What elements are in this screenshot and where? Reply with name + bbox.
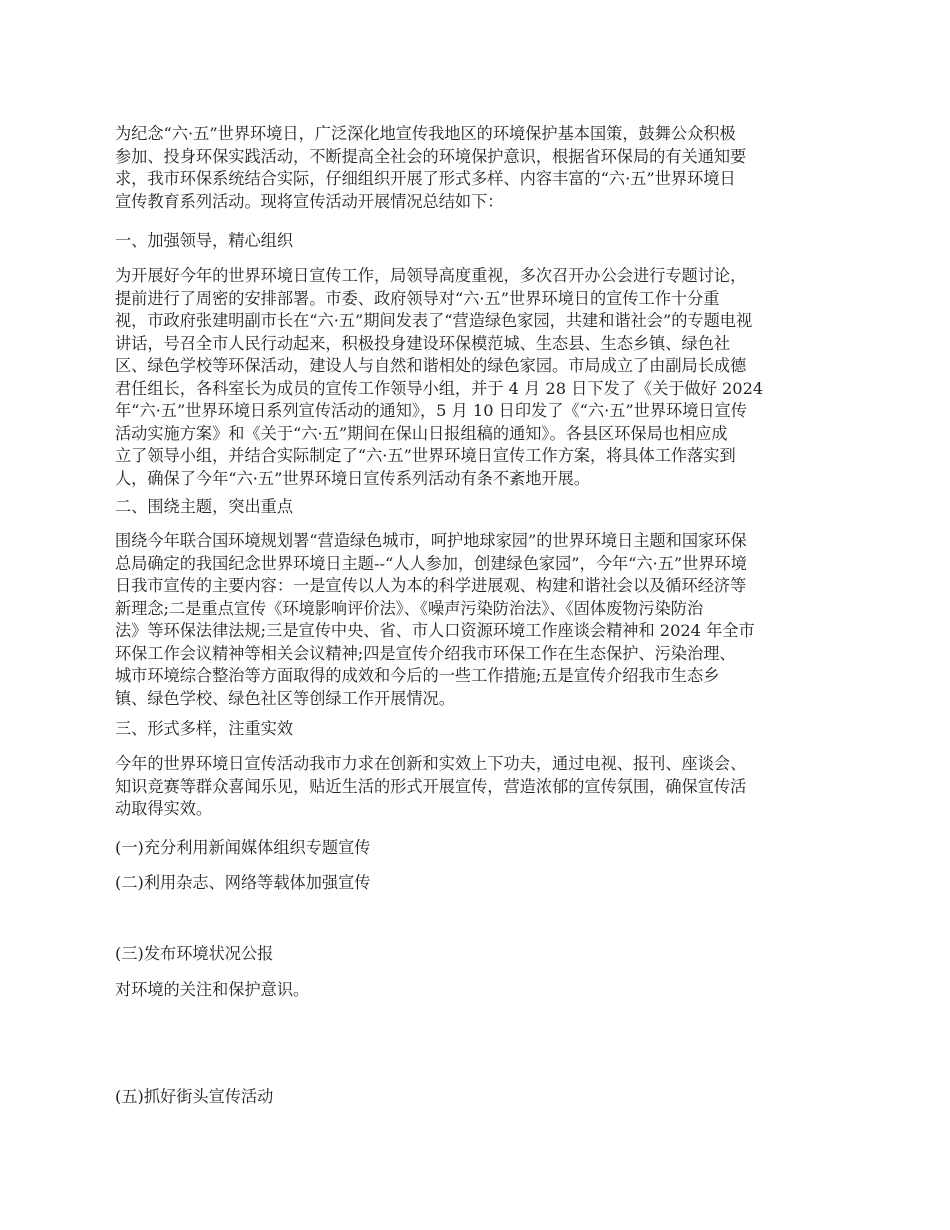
environment-awareness-line: 对环境的关注和保护意识。 bbox=[115, 980, 310, 999]
subheading-5: (五)抓好街头宣传活动 bbox=[115, 1087, 274, 1106]
section-heading-3: 三、形式多样，注重实效 bbox=[115, 719, 294, 738]
section-1-paragraph: 为开展好今年的世界环境日宣传工作，局领导高度重视，多次召开办公会进行专题讨论， 提前进行了周密的安排部署。市委、政府领导对“六·五”世界环境日的宣传工作十分重 视，市政府张建明副市长在“六·五”期间发表了“营造绿色家园，共建和谐社会”的专题电视 讲话，号召全市人民行动起来，积极投身建设环保模范城、生态县、生态乡镇、绿色社 区、绿色学校等环保活动，建设人与自然和谐相处的绿色家园。市局成立了由副局长成德 君任组长，各科室长为成员的宣传工作领导小组，并于 4 月 28 日下发了《关于做好 2024 年“六·五”世界环境日系列宣传活动的通知》，5 月 10 日印发了《“六·五”世界环境日宣传 活动实施方案》和《关于“六·五”期间在保山日报组稿的通知》。各县区环保局也相应成 立了领导小组，并结合实际制定了“六·五”世界环境日宣传工作方案，将具体工作落实到 人，确保了今年“六·五”世界环境日宣传系列活动有条不紊地开展。 bbox=[115, 266, 764, 488]
subheading-1: (一)充分利用新闻媒体组织专题宣传 bbox=[115, 838, 371, 857]
subheading-3: (三)发布环境状况公报 bbox=[115, 944, 274, 963]
section-3-paragraph: 今年的世界环境日宣传活动我市力求在创新和实效上下功夫，通过电视、报刊、座谈会、 知识竞赛等群众喜闻乐见，贴近生活的形式开展宣传，营造浓郁的宣传氛围，确保宣传活 动取得实效。 bbox=[115, 754, 747, 818]
section-heading-1: 一、加强领导，精心组织 bbox=[115, 231, 294, 250]
section-heading-2: 二、围绕主题，突出重点 bbox=[115, 497, 294, 516]
intro-paragraph: 为纪念“六·五”世界环境日，广泛深化地宣传我地区的环境保护基本国策，鼓舞公众积极 参加、投身环保实践活动，不断提高全社会的环境保护意识，根据省环保局的有关通知要 求，我市环保系统结合实际，仔细组织开展了形式多样、内容丰富的“六·五”世界环境日 宣传教育系列活动。现将宣传活动开展情况总结如下： bbox=[115, 124, 747, 211]
subheading-2: (二)利用杂志、网络等载体加强宣传 bbox=[115, 873, 371, 892]
section-2-paragraph: 围绕今年联合国环境规划署“营造绿色城市，呵护地球家园”的世界环境日主题和国家环保 总局确定的我国纪念世界环境日主题--“人人参加，创建绿色家园”，今年“六·五”世界环境 日我市宣传的主要内容：一是宣传以人为本的科学进展观、构建和谐社会以及循环经济等 新理念;二是重点宣传《环境影响评价法》、《噪声污染防治法》、《固体废物污染防治 法》等环保法律法规;三是宣传中央、省、市人口资源环境工作座谈会精神和 2024 年全市 环保工作会议精神等相关会议精神;四是宣传介绍我市环保工作在生态保护、污染治理、 城市环境综合整治等方面取得的成效和今后的一些工作措施;五是宣传介绍我市生态乡 镇、绿色学校、绿色社区等创绿工作开展情况。 bbox=[115, 531, 755, 708]
